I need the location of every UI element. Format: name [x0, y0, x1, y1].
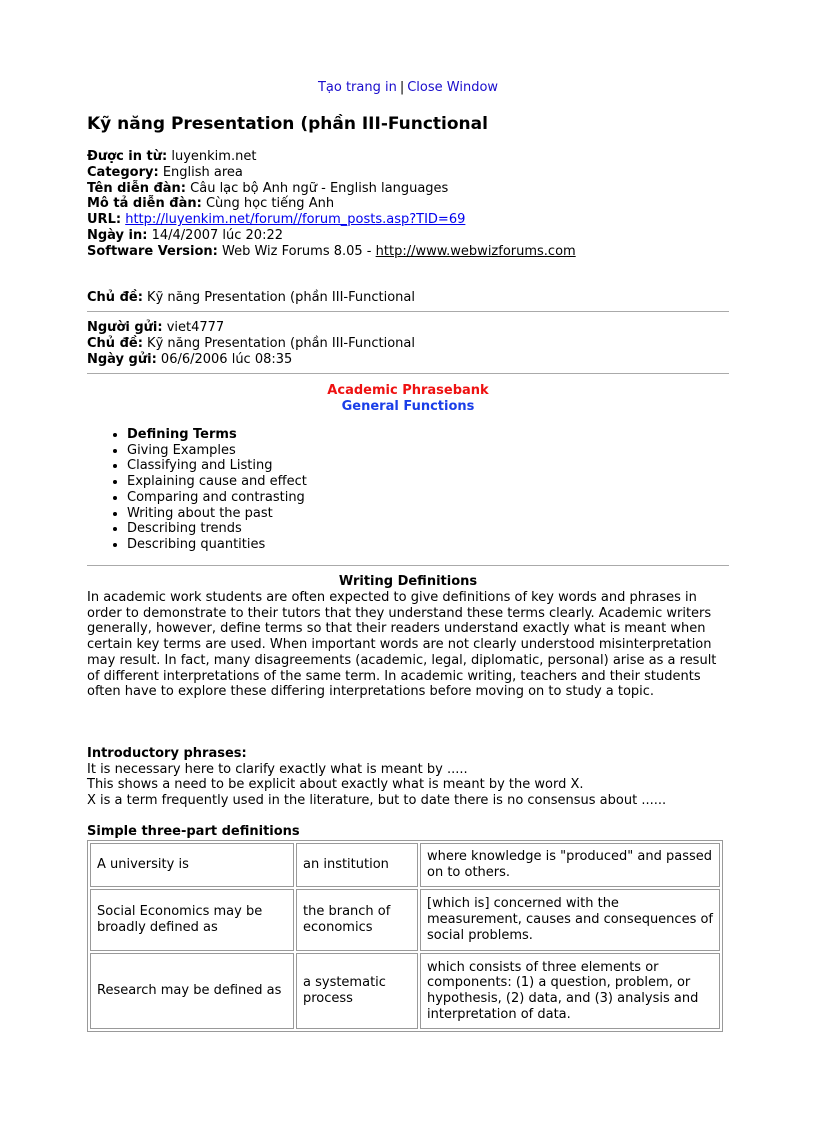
list-item[interactable]: • Writing about the past [127, 506, 307, 522]
definitions-table [87, 840, 723, 1032]
writing-definitions-paragraph: In academic work students are often expected to give definitions of key words and phrases in order to demonstrate to their tutors that they understand these terms clearly. Academic writers generally, however, define terms so that their readers understand exactly what is meant when certain key terms are used. When important words are not clearly understood misinterpretation may result. In fact, many disagreements (academic, legal, diplomatic, personal) arise as a result of different interpretations of the same term. In academic writing, teachers and their students often have to explore these differing interpretations before moving on to study a topic. [87, 590, 717, 700]
list-item[interactable]: • Describing trends [127, 521, 307, 537]
list-item[interactable]: • Giving Examples [127, 443, 307, 459]
writing-definitions-heading: Writing Definitions [338, 574, 478, 589]
table-row [90, 889, 720, 951]
meta-label: Software Version: [87, 243, 218, 259]
close-window-link[interactable]: Close Window [407, 80, 499, 95]
phrasebank-heading: Academic Phrasebank [327, 383, 489, 398]
print-metadata [87, 149, 576, 260]
table-cell: A university is [90, 843, 294, 887]
meta-value: Câu lạc bộ Anh ngữ - English languages [190, 180, 449, 196]
section-headings [87, 383, 729, 415]
introductory-heading: Introductory phrases: [87, 746, 247, 761]
meta-forum [87, 181, 576, 197]
meta-value: English area [162, 164, 243, 180]
meta-category [87, 165, 576, 181]
table-row [90, 953, 720, 1029]
divider [87, 311, 729, 312]
meta-label: URL: [87, 212, 122, 228]
print-page-link[interactable]: Tạo trang in [317, 80, 397, 95]
meta-label: Tên diễn đàn: [87, 180, 187, 196]
divider [87, 565, 729, 566]
meta-software [87, 244, 576, 260]
list-item[interactable]: • Describing quantities [127, 537, 307, 553]
post-value: Kỹ năng Presentation (phần III-Functional [147, 336, 415, 351]
table-cell: the branch of economics [296, 889, 418, 951]
introductory-phrases [87, 746, 666, 809]
topic-line [87, 290, 415, 306]
simple-defs-heading: Simple three-part definitions [87, 824, 300, 839]
list-item[interactable]: • Classifying and Listing [127, 458, 307, 474]
meta-value: Cùng học tiếng Anh [205, 196, 335, 212]
general-functions-heading: General Functions [341, 399, 475, 414]
post-topic [87, 336, 415, 352]
table-cell: a systematic process [296, 953, 418, 1029]
table-cell: which consists of three elements or components: (1) a question, problem, or hypothesis, (2) data, and (3) analysis and interpretation of data. [420, 953, 720, 1029]
meta-url [87, 212, 576, 228]
intro-line: X is a term frequently used in the literature, but to date there is no consensus about ...... [87, 793, 667, 809]
list-item[interactable]: • Comparing and contrasting [127, 490, 307, 506]
topic-label: Chủ đề: [87, 290, 143, 305]
meta-label: Được in từ: [87, 149, 168, 164]
post-label: Chủ đề: [87, 336, 143, 351]
topic-value: Kỹ năng Presentation (phần III-Functional [147, 290, 415, 305]
meta-value: Web Wiz Forums 8.05 - [222, 243, 372, 259]
list-item[interactable]: • Defining Terms [127, 427, 307, 443]
meta-label: Category: [87, 164, 159, 180]
page-title: Kỹ năng Presentation (phần III-Functional [87, 114, 488, 134]
post-value: 06/6/2006 lúc 08:35 [160, 352, 293, 367]
post-label: Người gửi: [87, 320, 163, 335]
divider [87, 373, 729, 374]
meta-label: Mô tả diễn đàn: [87, 196, 202, 212]
forum-url-link[interactable]: http://luyenkim.net/forum//forum_posts.asp?TID=69 [125, 212, 466, 228]
meta-value: luyenkim.net [171, 149, 257, 164]
table-cell: Social Economics may be broadly defined as [90, 889, 294, 951]
link-separator: | [399, 80, 405, 95]
post-value: viet4777 [166, 320, 225, 335]
list-item[interactable]: • Explaining cause and effect [127, 474, 307, 490]
meta-label: Ngày in: [87, 227, 148, 243]
table-cell: where knowledge is "produced" and passed on to others. [420, 843, 720, 887]
intro-line: This shows a need to be explicit about exactly what is meant by the word X. [87, 777, 584, 793]
table-cell: Research may be defined as [90, 953, 294, 1029]
meta-value: 14/4/2007 lúc 20:22 [151, 227, 283, 243]
meta-printed-from [87, 149, 576, 165]
meta-forum-desc [87, 196, 576, 212]
post-date [87, 352, 415, 368]
top-links [0, 80, 816, 95]
meta-date [87, 228, 576, 244]
table-cell: [which is] concerned with the measurement, causes and consequences of social problems. [420, 889, 720, 951]
table-cell: an institution [296, 843, 418, 887]
software-url-link[interactable]: http://www.webwizforums.com [375, 243, 576, 259]
functions-list [87, 427, 307, 553]
post-header [87, 320, 415, 368]
post-label: Ngày gửi: [87, 352, 157, 367]
post-sender [87, 320, 415, 336]
table-row [90, 843, 720, 887]
intro-line: It is necessary here to clarify exactly what is meant by ..... [87, 761, 468, 777]
